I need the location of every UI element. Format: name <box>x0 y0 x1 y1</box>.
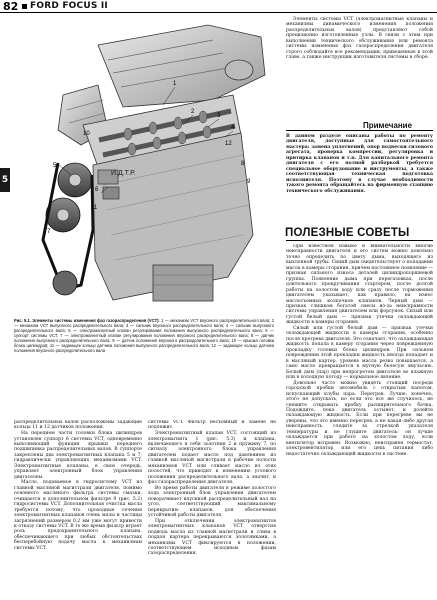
callout-1: 1 <box>173 81 177 87</box>
paragraph: На переднем части головки блока цилиндров установлен суппорт 6 системы VCT, одновременно выполняющий функции крышки переднего подшипника распределительных валов. В суппорте закреплены два электромагнитных клапана 5 и 7, гидравлически управляющих механизмами VCT. Электромагнитные клапаны, в свою очередь, управляет электронный блок управления двигателем. <box>14 431 142 480</box>
paragraph: системы VCT. Фильтр несъемный и замене не подлежит. <box>148 420 276 431</box>
header-separator <box>22 4 27 9</box>
note-body <box>286 134 433 194</box>
callout-9: 9 <box>247 179 251 185</box>
callout-6: 6 <box>95 187 99 193</box>
chapter-tab: 5 <box>0 168 10 192</box>
paragraph: Масло, подаваемое в гидросистему VCT из главной масляной магистрали двигателя, помимо основного масляного фильтра системы смазки, очищается в дополнительном фильтре 9 (рис. 5.2) гидросистемы VCT. Дополнительная очистка масла требуется потому, что проходные сечения электромагнитных клапанов очень малы и частицы загрязнений размером 0,2 мм уже могут привести к отказу системы VCT. В то же время фильтр играет роль предохранительного клапана, обеспечивающего при любых обстоятельствах бесперебойную подачу масла к механизмам системы VCT. <box>14 480 142 551</box>
book-title: FORD FOCUS II <box>30 1 108 11</box>
note-title: Примечание <box>363 121 413 130</box>
caption-label: Рис. 5.1. Элементы системы изменения фаз газораспределения (VCT): <box>14 318 160 323</box>
left-bottom-text <box>14 420 142 598</box>
engine-illustration <box>3 15 274 318</box>
paragraph: Элементы системы VCT (электромагнитные клапаны и механизмы динамического изменения положения распределительных валов) представляют собой прецизионно изготовленные узлы. В связи с этим при выполнении технического обслуживания или ремонта системы изменения фаз газораспределения двигателя строго соблюдайте все рекомендации, приведенные в этой главе, а также инструкции изготовителя системы в сборе. <box>286 17 433 61</box>
paragraph: распределительных валов расположены задающие кольца 11 и 12 датчиков положения. <box>14 420 142 431</box>
callout-11: 11 <box>91 205 98 211</box>
callout-7: 7 <box>47 229 51 235</box>
paragraph: При отключении электромагнитов электромагнитных клапанов VCT отверстия подвода масла из главной магистрали и слива в поддон картера перекрываются золотниками, а механизмы VCT фиксируются в положении, соответствующем исходным фазам газораспределения. <box>148 518 276 557</box>
callout-5: 5 <box>53 163 57 169</box>
paragraph: При известном навыке и внимательности многие неисправности двигателя и его систем можно довольно точно определить по цвету дыма, выходящего из выхлопной трубы. Синий дым свидетельствует о попадании масла в камеры сгорания, причем постоянное появление — признак сильного износа деталей цилиндропоршневой группы. Появление дыма при перегазовках, после длительного прокручивания стартером, после долгой работы на холостом ходу или сразу после торможения двигателем указывает, как правило, на износ маслосъемных колпачков клапанов. Черный дым — признак слишком богатой смеси из-за неисправности системы управления двигателем или форсунок. Сизый или густой белый дым — признак утечки охлаждающей жидкости в камеры сгорания. <box>286 244 433 326</box>
callout-8: 8 <box>241 161 245 167</box>
caption-text: 1 — механизм VCT впускного распределительного вала; 2 — механизм VCT выпускного распределительного вала; 3 — сальник впускного распределительного вала; 4 — сальник выпускного распределительного вала; 5 — электромагнитный клапан регулирования положения выпускного распределительного вала; 6 — суппорт системы VCT; 7 — электромагнитный клапан регулирования положения впускного распределительного вала; 8 — датчик положения выпускного распределительного вала; 9 — датчик положения впускного распределительного вала; 10 — крышка головки блока цилиндров; 11 — задающее кольцо датчика положения выпускного распределительного вала; 12 — задающее кольцо датчика положения впускного распределительного вала <box>14 318 274 353</box>
page-number: 82 <box>3 0 19 13</box>
header-rule <box>0 12 437 13</box>
callout-3: 3 <box>217 113 221 119</box>
right-top-text <box>286 17 433 61</box>
paragraph: Электромагнитный клапан VCT, состоящий из электромагнита 1 (рис. 5.3) и клапана, включающего в себя золотник 2 и пружину 7, по сигналу электронного блока управления двигателем подает масло под давлением из главной масляной магистрали в рабочие полости механизмов VCT или сливает масло из этих полостей, что приводит к изменению углового положения распределительного вала, а значит, и фаз газораспределения двигателя. <box>148 431 276 486</box>
note-rule <box>286 130 433 131</box>
note-text: В данном разделе описаны работы по ремонту двигателя, доступные для самостоятельного мастера: замена уплотнений, опор подвески силового агрегата, проверка компрессии, регулировка и притирка клапанов и т.п. Для капитального ремонта двигателя с его полной разборкой требуется специальное оборудование и инструменты, а также соответствующая техническая подготовка исполнителя. Поэтому в случае необходимости такого ремонта обращайтесь на фирменную станцию технического обслуживания. <box>286 134 433 194</box>
paragraph: Довольно часто можно увидеть стоящий посреди городской пробки автомобиль с открытым капотом, испускающий клубы пара. Перегрев. Лучше, конечно, этого не допускать, но если это все же случилось, не спешите открывать пробку расширительного бачка. Подождите, пока двигатель остынет, и долейте охлаждающую жидкость. Если при перегреве вы не уверены, что это именно перегрев, а не какая-либо другая неисправность, следите за стрелкой указателя температуры и не глушите двигатель: он лучше охлаждается при работе на холостом ходу, если вентилятор исправен. Возможно, неисправен термостат, электровентилятор или его цепь питания либо недостаточно охлаждающей жидкости в системе. <box>286 380 433 457</box>
middle-bottom-text <box>148 420 276 598</box>
callout-10: 10 <box>83 131 90 137</box>
callout-4: 4 <box>231 125 235 131</box>
stamp-text: И.Д.Т.Р. <box>111 170 136 177</box>
tips-rule <box>286 240 433 241</box>
tips-title: ПОЛЕЗНЫЕ СОВЕТЫ <box>285 227 410 239</box>
paragraph: Во время работы двигателя в режиме холостого хода электронный блок управления двигателем поворачивает впускной распределительный вал на угол, соответствующий максимальному перекрытию клапанов, для обеспечения устойчивой работы двигателя. <box>148 485 276 519</box>
figure-caption <box>14 319 274 354</box>
engine-figure <box>3 15 274 318</box>
tips-body <box>286 244 433 598</box>
paragraph: Сизый или густой белый дым — признак утечки охлаждающей жидкости в камеры сгорания, особенно после прогрева двигателя. Это означает, что охлаждающая жидкость попала в камеру сгорания через поврежденную прокладку головки блока цилиндров. При сильном повреждении этой прокладки жидкость иногда попадает и в масляный картер, уровень масла резко повышается, а само масло превращается в мутную белесую эмульсию. Белый дым (пар) при непрогретом двигателе во влажную или в холодную погоду — нормальное явление. <box>286 325 433 381</box>
callout-2: 2 <box>191 109 195 115</box>
callout-12: 12 <box>225 141 232 147</box>
page-header <box>0 0 437 13</box>
